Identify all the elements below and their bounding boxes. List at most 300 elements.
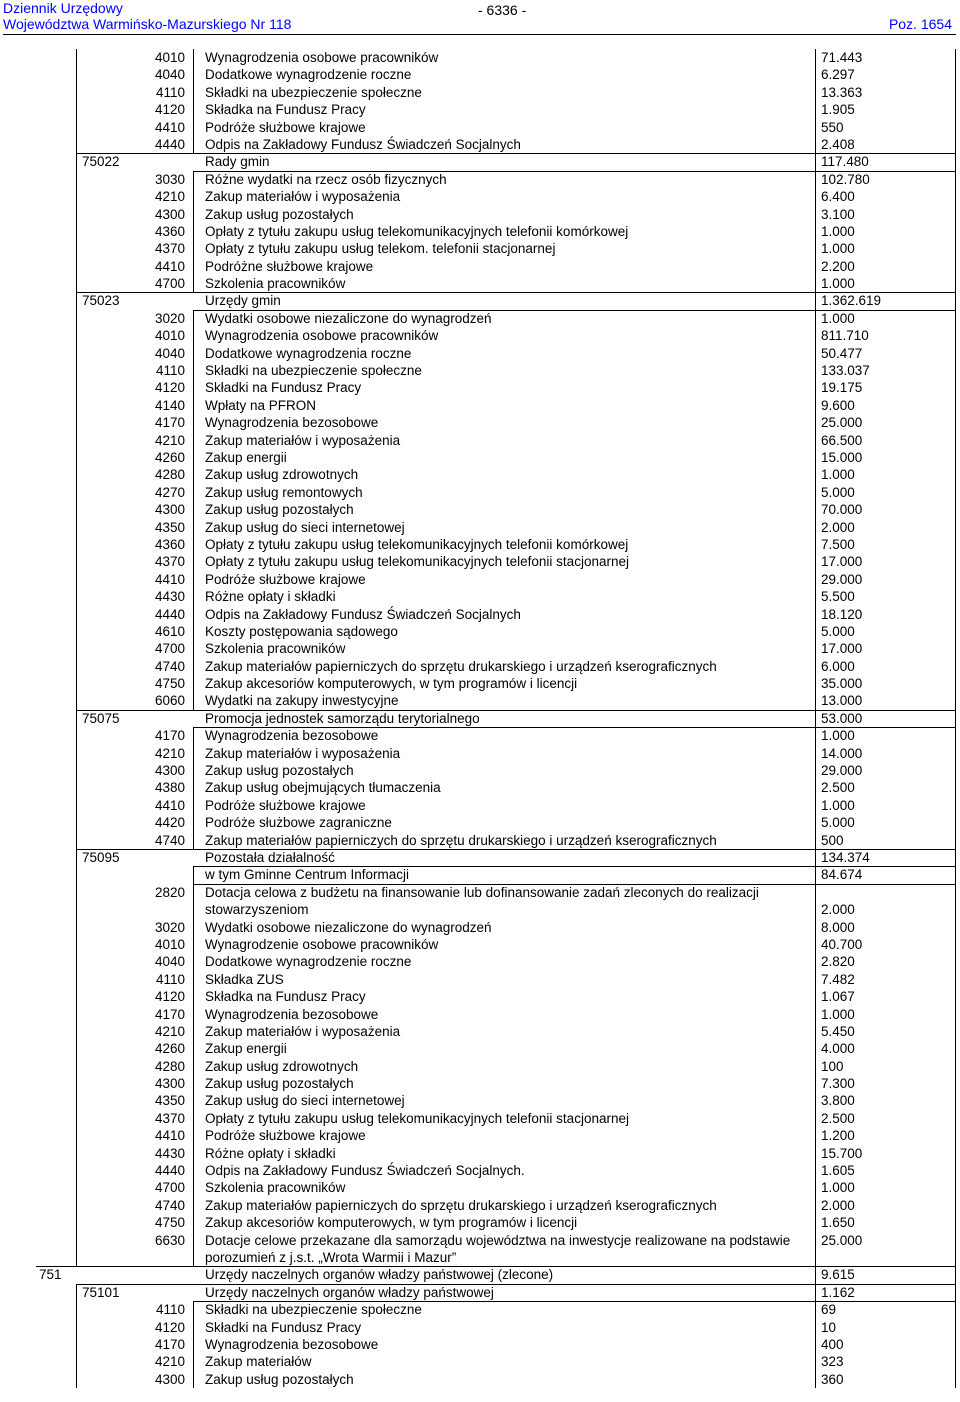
paragraph-code: 4260 — [154, 449, 185, 465]
table-gridline — [815, 1214, 816, 1231]
table-gridline — [955, 1214, 956, 1231]
paragraph-code: 4270 — [154, 484, 185, 500]
paragraph-code: 4120 — [154, 1319, 185, 1335]
paragraph-code: 4010 — [154, 50, 185, 65]
table-gridline — [815, 623, 816, 640]
table-gridline — [955, 797, 956, 814]
row-amount: 13.000 — [821, 693, 863, 709]
table-gridline — [815, 206, 816, 223]
row-amount: 360 — [821, 1371, 844, 1387]
table-row — [0, 362, 960, 379]
table-gridline — [76, 832, 77, 849]
row-description: Koszty postępowania sądowego — [205, 623, 398, 639]
paragraph-code: 4350 — [154, 519, 185, 535]
table-gridline — [193, 727, 194, 744]
table-gridline — [76, 432, 77, 449]
table-row — [0, 206, 960, 223]
table-gridline — [955, 1319, 956, 1336]
table-gridline — [815, 884, 816, 919]
table-gridline — [815, 397, 816, 414]
paragraph-code: 4170 — [154, 728, 185, 744]
row-description: Wydatki osobowe niezaliczone do wynagrodzeń — [205, 919, 492, 935]
table-gridline — [193, 745, 194, 762]
paragraph-code: 4350 — [154, 1093, 185, 1109]
row-amount: 1.000 — [821, 241, 855, 257]
row-amount: 71.443 — [821, 50, 863, 65]
row-description: Opłaty z tytułu zakupu usług telekom. telefonii stacjonarnej — [205, 241, 556, 257]
table-gridline — [193, 1006, 194, 1023]
row-amount: 4.000 — [821, 1041, 855, 1057]
row-amount: 1.200 — [821, 1128, 855, 1144]
paragraph-code: 2820 — [154, 884, 185, 900]
row-amount: 2.408 — [821, 136, 855, 152]
table-gridline — [76, 84, 77, 101]
table-row — [0, 519, 960, 536]
table-row — [0, 136, 960, 153]
row-amount: 7.300 — [821, 1076, 855, 1092]
table-gridline — [815, 240, 816, 257]
paragraph-code: 4170 — [154, 1006, 185, 1022]
table-gridline — [193, 310, 194, 327]
row-description: Opłaty z tytułu zakupu usług telekomunikacyjnych telefonii komórkowej — [205, 536, 629, 552]
table-gridline — [193, 1110, 194, 1127]
table-gridline — [193, 832, 194, 849]
table-gridline — [815, 1092, 816, 1109]
paragraph-code: 4380 — [154, 780, 185, 796]
row-amount: 102.780 — [821, 171, 870, 187]
row-amount: 5.450 — [821, 1023, 855, 1039]
table-row — [0, 171, 960, 188]
table-gridline — [815, 640, 816, 657]
table-gridline — [815, 971, 816, 988]
journal-title: Dziennik Urzędowy — [3, 0, 123, 16]
table-gridline — [955, 345, 956, 362]
table-row — [0, 119, 960, 136]
row-description: Zakup materiałów papierniczych do sprzętu drukarskiego i urządzeń kserograficznych — [205, 1197, 717, 1213]
table-gridline — [815, 84, 816, 101]
voivodeship-name: Województwa Warmińsko-Mazurskiego Nr 118 — [3, 16, 292, 32]
table-gridline — [76, 188, 77, 205]
table-gridline — [193, 1301, 194, 1318]
table-gridline — [76, 553, 77, 570]
row-description: Wynagrodzenie osobowe pracowników — [205, 936, 439, 952]
row-description: Podróże służbowe zagraniczne — [205, 815, 392, 831]
table-row — [0, 101, 960, 118]
table-gridline — [76, 849, 77, 866]
table-gridline — [955, 292, 956, 309]
row-description: Zakup materiałów i wyposażenia — [205, 189, 401, 205]
paragraph-code: 4170 — [154, 415, 185, 431]
table-row — [0, 1040, 960, 1057]
table-gridline — [193, 1092, 194, 1109]
row-amount: 133.037 — [821, 363, 870, 379]
table-gridline — [955, 571, 956, 588]
table-gridline — [815, 762, 816, 779]
table-gridline — [76, 797, 77, 814]
table-gridline — [76, 292, 77, 309]
row-amount: 1.000 — [821, 797, 855, 813]
table-row — [0, 1266, 960, 1283]
table-gridline — [193, 136, 194, 153]
paragraph-code: 4750 — [154, 1215, 185, 1231]
table-gridline — [955, 66, 956, 83]
row-description: Zakup usług pozostałych — [205, 763, 354, 779]
row-amount: 17.000 — [821, 554, 863, 570]
row-amount: 500 — [821, 832, 844, 848]
row-description: Zakup energii — [205, 1041, 287, 1057]
table-gridline — [76, 101, 77, 118]
row-description: Szkolenia pracowników — [205, 276, 346, 292]
paragraph-code: 4440 — [154, 1163, 185, 1179]
row-description: Zakup materiałów i wyposażenia — [205, 745, 401, 761]
row-amount: 117.480 — [821, 154, 869, 170]
table-gridline — [76, 1197, 77, 1214]
table-gridline — [76, 206, 77, 223]
table-gridline — [815, 275, 816, 292]
row-description: Dotacja celowa z budżetu na finansowanie lub dofinansowanie zadań zleconych do realizacji stowarzyszeniom — [205, 884, 759, 918]
table-gridline — [76, 66, 77, 83]
table-gridline — [955, 484, 956, 501]
row-description: Składki na Fundusz Pracy — [205, 1319, 362, 1335]
table-gridline — [76, 327, 77, 344]
table-gridline — [76, 1232, 77, 1267]
table-gridline — [955, 1266, 956, 1283]
table-row — [0, 936, 960, 953]
table-gridline — [76, 762, 77, 779]
table-gridline — [193, 936, 194, 953]
row-description: Wydatki osobowe niezaliczone do wynagrodzeń — [205, 310, 492, 326]
page-number: - 6336 - — [478, 2, 527, 18]
row-description: Szkolenia pracowników — [205, 641, 346, 657]
row-amount: 2.820 — [821, 954, 855, 970]
row-amount: 2.000 — [821, 902, 855, 918]
table-gridline — [955, 762, 956, 779]
table-row — [0, 1058, 960, 1075]
row-amount: 17.000 — [821, 641, 863, 657]
table-gridline — [193, 623, 194, 640]
table-gridline — [815, 797, 816, 814]
table-gridline — [955, 536, 956, 553]
table-gridline — [815, 362, 816, 379]
table-gridline — [193, 988, 194, 1005]
row-amount: 134.374 — [821, 849, 870, 865]
table-gridline — [76, 1353, 77, 1370]
table-gridline — [955, 171, 956, 188]
table-gridline — [955, 1040, 956, 1057]
table-gridline — [193, 519, 194, 536]
table-row — [0, 275, 960, 292]
row-amount: 7.500 — [821, 536, 855, 552]
table-gridline — [815, 919, 816, 936]
table-gridline — [955, 727, 956, 744]
table-gridline — [76, 275, 77, 292]
table-gridline — [193, 1353, 194, 1370]
table-gridline — [815, 1145, 816, 1162]
table-gridline — [815, 414, 816, 431]
row-amount: 19.175 — [821, 380, 863, 396]
table-gridline — [76, 1145, 77, 1162]
table-gridline — [76, 449, 77, 466]
table-gridline — [815, 1371, 816, 1388]
table-gridline — [955, 953, 956, 970]
table-gridline — [193, 501, 194, 518]
table-row — [0, 66, 960, 83]
row-description: Zakup materiałów papierniczych do sprzętu drukarskiego i urządzeń kserograficznych — [205, 658, 717, 674]
paragraph-code: 4110 — [155, 971, 185, 987]
table-gridline — [815, 710, 816, 727]
table-gridline — [76, 397, 77, 414]
table-gridline — [193, 1162, 194, 1179]
table-gridline — [955, 606, 956, 623]
row-description: Zakup energii — [205, 449, 287, 465]
paragraph-code: 4210 — [154, 1023, 185, 1039]
row-amount: 1.162 — [821, 1284, 855, 1300]
paragraph-code: 3020 — [154, 919, 185, 935]
row-description: Opłaty z tytułu zakupu usług telekomunikacyjnych telefonii komórkowej — [205, 223, 629, 239]
table-gridline — [815, 449, 816, 466]
table-row — [0, 153, 960, 170]
table-gridline — [76, 571, 77, 588]
table-gridline — [815, 379, 816, 396]
paragraph-code: 4740 — [154, 658, 185, 674]
table-gridline — [955, 206, 956, 223]
row-description: Zakup usług zdrowotnych — [205, 467, 359, 483]
table-gridline — [815, 745, 816, 762]
table-gridline — [76, 310, 77, 327]
paragraph-code: 3030 — [154, 171, 185, 187]
table-row — [0, 832, 960, 849]
table-gridline — [76, 345, 77, 362]
table-gridline — [815, 727, 816, 744]
row-description: Podróże służbowe krajowe — [205, 1128, 366, 1144]
table-gridline — [193, 640, 194, 657]
table-gridline — [815, 466, 816, 483]
table-gridline — [955, 188, 956, 205]
table-gridline — [76, 1040, 77, 1057]
row-amount: 1.000 — [821, 728, 855, 744]
table-gridline — [955, 588, 956, 605]
table-gridline — [955, 397, 956, 414]
table-gridline — [815, 658, 816, 675]
paragraph-code: 4210 — [154, 1354, 185, 1370]
table-gridline — [193, 606, 194, 623]
table-row — [0, 188, 960, 205]
table-gridline — [76, 1336, 77, 1353]
table-gridline — [815, 432, 816, 449]
table-gridline — [76, 623, 77, 640]
paragraph-code: 4010 — [154, 328, 185, 344]
table-gridline — [76, 414, 77, 431]
table-gridline — [955, 971, 956, 988]
table-gridline — [815, 327, 816, 344]
table-row — [0, 849, 960, 866]
table-gridline — [955, 658, 956, 675]
row-description: Składka na Fundusz Pracy — [205, 989, 366, 1005]
row-description: Zakup usług remontowych — [205, 484, 363, 500]
table-row — [0, 1319, 960, 1336]
table-row — [0, 327, 960, 344]
table-gridline — [815, 1266, 816, 1283]
table-gridline — [815, 484, 816, 501]
table-row — [0, 258, 960, 275]
paragraph-code: 4300 — [154, 206, 185, 222]
table-row — [0, 814, 960, 831]
table-gridline — [955, 258, 956, 275]
row-description: Zakup materiałów — [205, 1354, 312, 1370]
row-description: Odpis na Zakładowy Fundusz Świadczeń Socjalnych — [205, 606, 521, 622]
table-gridline — [955, 466, 956, 483]
table-gridline — [815, 779, 816, 796]
row-amount: 1.650 — [821, 1215, 855, 1231]
table-gridline — [815, 171, 816, 188]
row-description: Różne opłaty i składki — [205, 589, 336, 605]
table-gridline — [815, 258, 816, 275]
table-gridline — [76, 988, 77, 1005]
row-amount: 2.500 — [821, 780, 855, 796]
table-gridline — [193, 762, 194, 779]
table-gridline — [815, 49, 816, 66]
row-amount: 40.700 — [821, 936, 863, 952]
table-gridline — [76, 779, 77, 796]
table-gridline — [955, 310, 956, 327]
row-description: Wynagrodzenia osobowe pracowników — [205, 50, 439, 65]
table-gridline — [76, 171, 77, 188]
table-row — [0, 1353, 960, 1370]
table-row — [0, 1092, 960, 1109]
table-gridline — [193, 953, 194, 970]
paragraph-code: 4610 — [154, 623, 185, 639]
table-gridline — [76, 1092, 77, 1109]
table-gridline — [193, 240, 194, 257]
table-gridline — [955, 745, 956, 762]
table-row — [0, 1110, 960, 1127]
row-description: Urzędy naczelnych organów władzy państwowej (zlecone) — [205, 1267, 554, 1283]
table-row — [0, 345, 960, 362]
table-gridline — [76, 936, 77, 953]
row-amount: 1.000 — [821, 223, 855, 239]
table-gridline — [193, 327, 194, 344]
row-description: Wynagrodzenia bezosobowe — [205, 728, 379, 744]
table-gridline — [193, 345, 194, 362]
table-gridline — [193, 1232, 194, 1267]
table-gridline — [815, 1319, 816, 1336]
row-description: Odpis na Zakładowy Fundusz Świadczeń Socjalnych — [205, 136, 521, 152]
row-description: Rady gmin — [205, 154, 270, 170]
table-gridline — [193, 101, 194, 118]
row-amount: 14.000 — [821, 745, 863, 761]
table-gridline — [815, 692, 816, 709]
table-gridline — [193, 484, 194, 501]
table-gridline — [815, 866, 816, 883]
table-gridline — [955, 136, 956, 153]
table-gridline — [955, 919, 956, 936]
row-description: w tym Gminne Centrum Informacji — [205, 867, 410, 883]
table-gridline — [193, 432, 194, 449]
paragraph-code: 4370 — [154, 554, 185, 570]
paragraph-code: 4120 — [154, 989, 185, 1005]
row-description: Zakup usług pozostałych — [205, 1371, 354, 1387]
table-gridline — [815, 832, 816, 849]
position-number: Poz. 1654 — [888, 16, 952, 32]
table-gridline — [193, 1023, 194, 1040]
table-gridline — [193, 66, 194, 83]
row-description: Odpis na Zakładowy Fundusz Świadczeń Socjalnych. — [205, 1163, 525, 1179]
table-row — [0, 588, 960, 605]
table-row — [0, 919, 960, 936]
table-gridline — [955, 449, 956, 466]
table-gridline — [815, 501, 816, 518]
paragraph-code: 6630 — [154, 1232, 185, 1248]
table-gridline — [955, 432, 956, 449]
table-gridline — [955, 1353, 956, 1370]
paragraph-code: 4410 — [154, 1128, 185, 1144]
table-gridline — [76, 710, 77, 727]
row-description: Dodatkowe wynagrodzenie roczne — [205, 67, 412, 83]
table-gridline — [815, 119, 816, 136]
table-gridline — [76, 640, 77, 657]
paragraph-code: 4260 — [154, 1041, 185, 1057]
paragraph-code: 4740 — [154, 832, 185, 848]
row-amount: 70.000 — [821, 502, 863, 518]
table-gridline — [815, 953, 816, 970]
paragraph-code: 4110 — [155, 84, 185, 100]
table-row — [0, 484, 960, 501]
table-gridline — [76, 1162, 77, 1179]
paragraph-code: 4040 — [154, 954, 185, 970]
table-row — [0, 397, 960, 414]
row-description: Zakup usług do sieci internetowej — [205, 1093, 405, 1109]
table-gridline — [76, 971, 77, 988]
chapter-code: 751 — [39, 1267, 62, 1283]
row-amount: 15.000 — [821, 449, 863, 465]
row-amount: 1.000 — [821, 1006, 855, 1022]
paragraph-code: 4360 — [154, 536, 185, 552]
table-gridline — [955, 553, 956, 570]
table-gridline — [815, 936, 816, 953]
row-description: Zakup usług pozostałych — [205, 206, 354, 222]
table-gridline — [955, 1371, 956, 1388]
paragraph-code: 4420 — [154, 815, 185, 831]
section-code: 75022 — [82, 154, 120, 170]
table-gridline — [76, 675, 77, 692]
row-amount: 1.000 — [821, 276, 855, 292]
table-gridline — [955, 379, 956, 396]
table-row — [0, 310, 960, 327]
table-gridline — [955, 501, 956, 518]
table-gridline — [815, 1232, 816, 1267]
table-gridline — [193, 536, 194, 553]
row-amount: 69 — [821, 1302, 837, 1318]
paragraph-code: 4210 — [154, 189, 185, 205]
row-description: Promocja jednostek samorządu terytorialnego — [205, 710, 480, 726]
table-gridline — [193, 571, 194, 588]
paragraph-code: 4700 — [154, 276, 185, 292]
table-gridline — [955, 153, 956, 170]
table-gridline — [76, 501, 77, 518]
table-gridline — [193, 1127, 194, 1144]
section-code: 75075 — [82, 710, 120, 726]
table-gridline — [955, 84, 956, 101]
paragraph-code: 4700 — [154, 1180, 185, 1196]
table-row — [0, 1023, 960, 1040]
paragraph-code: 4370 — [154, 241, 185, 257]
row-description: Wynagrodzenia bezosobowe — [205, 415, 379, 431]
table-gridline — [815, 345, 816, 362]
table-gridline — [815, 519, 816, 536]
paragraph-code: 4040 — [154, 67, 185, 83]
table-row — [0, 1006, 960, 1023]
table-row — [0, 692, 960, 709]
